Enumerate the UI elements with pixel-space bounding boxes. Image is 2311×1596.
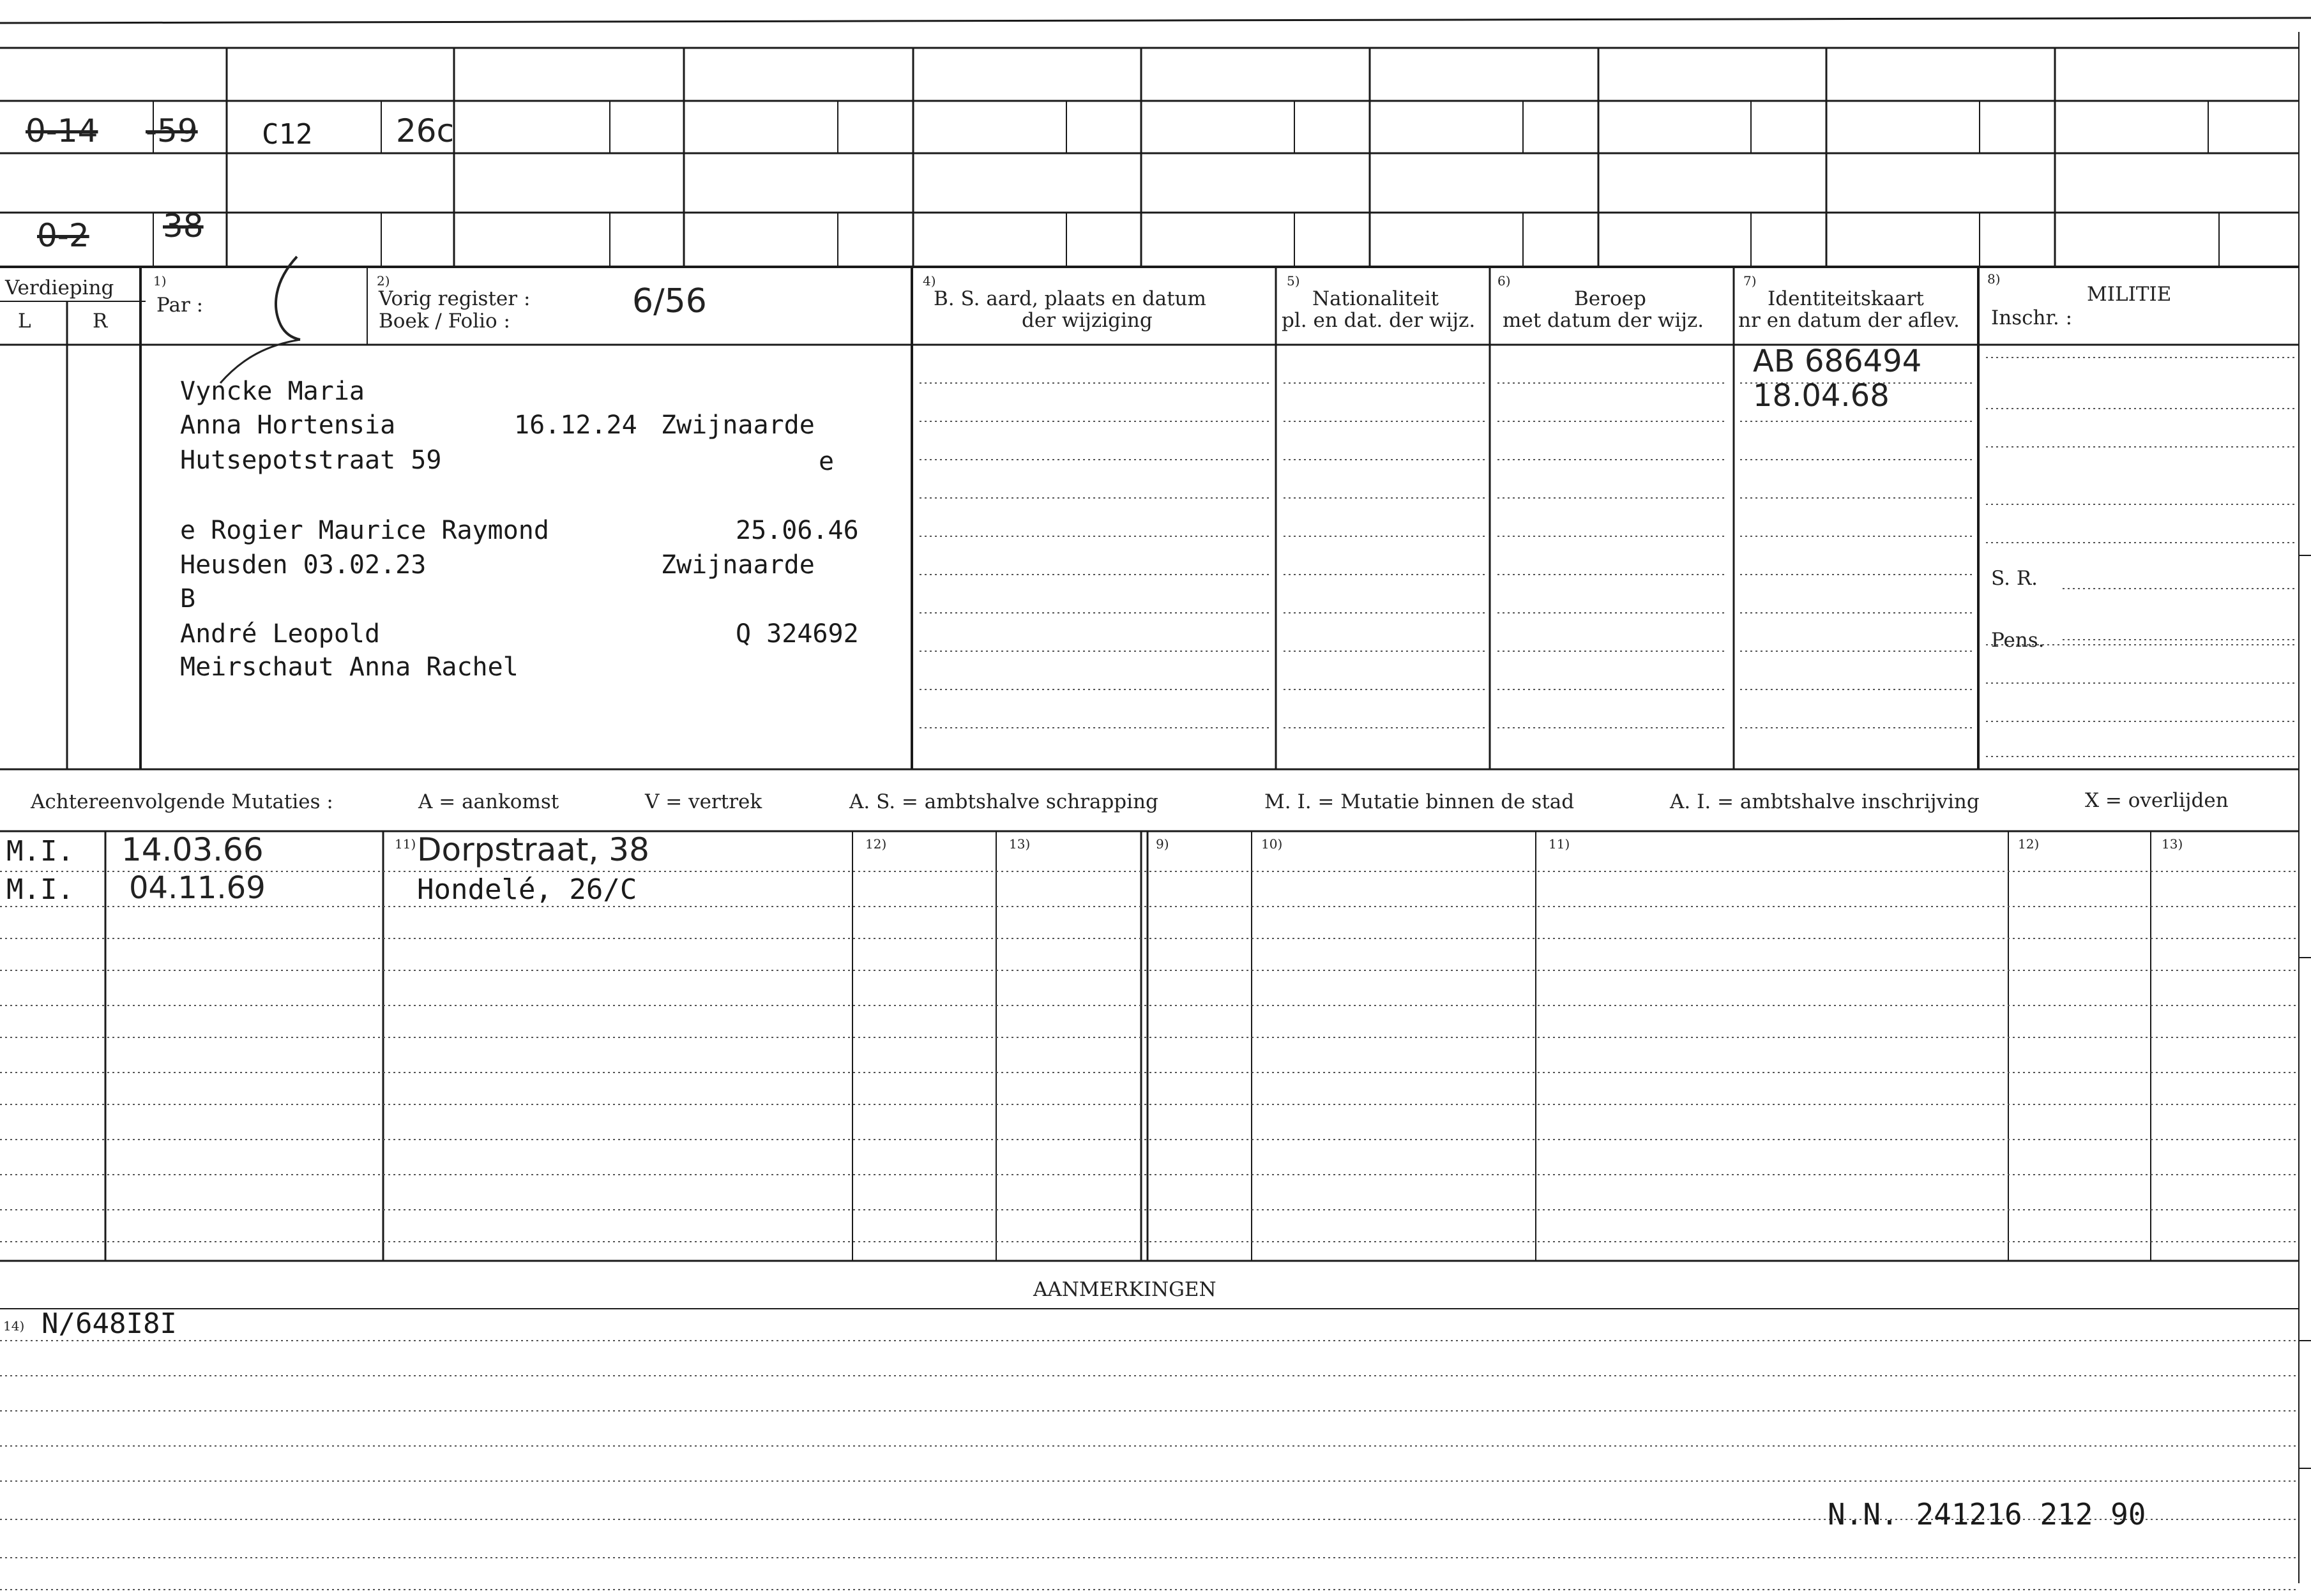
remarks-number: 14) [3, 1318, 25, 1334]
ber-header-1: Beroep [1574, 287, 1646, 310]
col-r-label: R [93, 310, 108, 333]
mut-col-10: 10) [1261, 836, 1283, 852]
remarks-title: AANMERKINGEN [1033, 1278, 1216, 1301]
militie-pens-label: Pens. [1991, 629, 2045, 652]
code-second-right: 38 [163, 207, 204, 245]
militie-sr-label: S. R. [1991, 567, 2038, 590]
person-firstnames: Anna Hortensia [180, 410, 396, 440]
marriage-place: Zwijnaarde [661, 550, 815, 580]
id-number: 7) [1743, 273, 1757, 289]
mut-col-12a: 12) [865, 836, 887, 852]
mut-col-13b: 13) [2162, 836, 2183, 852]
code-26c: 26c [396, 112, 455, 149]
bs-header-2: der wijziging [1022, 309, 1153, 332]
boek-folio-label: Boek / Folio : [379, 310, 510, 333]
nat-number: 5) [1287, 273, 1300, 289]
id-header-2: nr en datum der aflev. [1738, 309, 1960, 332]
militie-label: MILITIE [2087, 283, 2172, 306]
verdieping-label: Verdieping [5, 276, 114, 299]
vorig-number: 2) [377, 273, 390, 289]
legend-ambtshalve-inschrijving: A. I. = ambtshalve inschrijving [1670, 790, 1980, 813]
bs-number: 4) [923, 273, 936, 289]
code-top-left: 0-14 [26, 112, 98, 149]
legend-vertrek: V = vertrek [645, 790, 762, 813]
legend-mutatie-stad: M. I. = Mutatie binnen de stad [1264, 790, 1575, 813]
identity-card-number: AB 686494 [1753, 343, 1922, 379]
mutation-date: 04.11.69 [129, 870, 266, 906]
mut-col-11a: 11) [395, 836, 416, 852]
mutation-address: Hondelé, 26/C [417, 873, 637, 906]
national-number: N.N. 241216 212 90 [1828, 1497, 2146, 1532]
nat-header-1: Nationaliteit [1312, 287, 1439, 310]
militie-number: 8) [1987, 271, 2001, 287]
person-birth-place: Zwijnaarde [661, 410, 815, 440]
mutation-type: M.I. [6, 873, 74, 906]
b-mark: B [180, 584, 196, 614]
inschr-label: Inschr. : [1991, 306, 2073, 329]
mutation-date: 14.03.66 [121, 831, 264, 868]
mutation-type: M.I. [6, 835, 74, 868]
id-header-1: Identiteitskaart [1768, 287, 1924, 310]
legend-ambtshalve-schrapping: A. S. = ambtshalve schrapping [849, 790, 1158, 813]
legend-overlijden: X = overlijden [2085, 789, 2229, 812]
mut-col-11b: 11) [1549, 836, 1570, 852]
remarks-text: N/648I8I [42, 1307, 177, 1340]
mut-col-9: 9) [1156, 836, 1169, 852]
legend-aankomst: A = aankomst [418, 790, 559, 813]
person-id-number: Q 324692 [736, 619, 859, 649]
mut-col-13a: 13) [1009, 836, 1031, 852]
person-address: Hutsepotstraat 59 [180, 446, 442, 475]
code-top-left-2: -59 [146, 112, 198, 149]
col-l-label: L [18, 310, 31, 333]
code-second-left: 0-2 [37, 217, 89, 254]
bs-header-1: B. S. aard, plaats en datum [934, 287, 1206, 310]
vorig-register-label: Vorig register : [379, 287, 531, 310]
mutations-legend-title: Achtereenvolgende Mutaties : [31, 790, 333, 813]
nat-header-2: pl. en dat. der wijz. [1282, 309, 1476, 332]
mutation-address: Dorpstraat, 38 [417, 831, 649, 868]
marriage-date: 25.06.46 [736, 516, 859, 545]
code-c12: C12 [262, 118, 313, 151]
boek-folio-value: 6/56 [632, 282, 707, 320]
spouse-birth: Heusden 03.02.23 [180, 550, 427, 580]
person-e-mark: e [819, 447, 835, 476]
par-label: Par : [156, 294, 204, 317]
person-surname-line: Vyncke Maria [180, 377, 365, 406]
mut-col-12b: 12) [2018, 836, 2040, 852]
identity-card-date: 18.04.68 [1753, 378, 1890, 414]
person-birth-date: 16.12.24 [514, 410, 637, 440]
ber-number: 6) [1497, 273, 1511, 289]
par-number: 1) [153, 273, 167, 289]
spouse-name: e Rogier Maurice Raymond [180, 516, 549, 545]
parent-mother: Meirschaut Anna Rachel [180, 652, 519, 682]
ber-header-2: met datum der wijz. [1503, 309, 1704, 332]
parent-father: André Leopold [180, 619, 381, 649]
